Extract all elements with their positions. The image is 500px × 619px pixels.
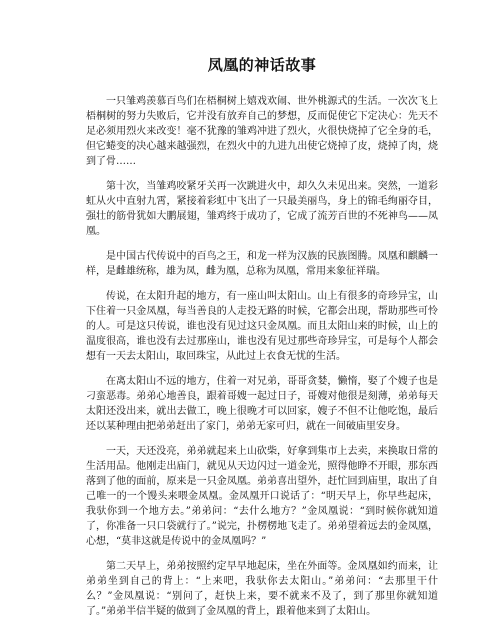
- document-title: 凤凰的神话故事: [207, 56, 317, 74]
- paragraph-5: 在离太阳山不远的地方，住着一对兄弟，哥哥贪婪，懒惰，娶了个嫂子也是刁蛮恶毒。弟弟心地善良，跟着哥嫂一起过日子，哥嫂对他很是刻薄，弟弟每天太阳还没出来，就出去做工，晚上很晚才可以回家，嫂子不但不让他吃饱，最后还以某种理由把弟弟赶出了家门，弟弟无家可归，就在一间破庙里安身。: [86, 376, 438, 432]
- paragraph-7: 第二天早上，弟弟按照约定早早地起床，坐在外面等。金凤凰如约而来，让弟弟坐到自己的背上：“上来吧，我驮你去太阳山。”弟弟问：“去那里干什么？”金凤凰说：“别问了，赶快上来，要不就来不及了，到了那里你就知道了。”弟弟半信半疑的做到了金凤凰的背上，跟着他来到了太阳山。: [86, 561, 438, 617]
- paragraph-1: 一只雏鸡羡慕百鸟们在梧桐树上嬉戏欢闹、世外桃源式的生活。一次次飞上梧桐树的努力失败后，它并没有放弃自己的梦想，反而促使它下定决心：先天不足必须用烈火来改变！毫不犹豫的雏鸡冲进了烈火，火很快烧掉了它全身的毛，但它蜷变的决心越来越强烈，在烈火中的九进九出使它烧掉了皮，烧掉了肉，烧到了骨……: [86, 96, 438, 167]
- paragraph-3: 是中国古代传说中的百鸟之王，和龙一样为汉族的民族图腾。凤凰和麒麟一样，是雌雄统称，雄为凤，雌为凰，总称为凤凰，常用来象征祥瑞。: [86, 251, 438, 277]
- paragraph-4: 传说，在太阳升起的地方，有一座山叫太阳山。山上有很多的奇珍异宝，山下住着一只金凤凰，每当善良的人走投无路的时候，它都会出现，帮助那些可怜的人。可是这只传说，谁也没有见过这只金凤凰。而且太阳山来的时候，山上的温度很高，谁也没有去过那座山，谁也没有见过那些奇珍异宝，可是每个人都会想有一天去太阳山，取回珠宝，从此过上衣食无忧的生活。: [86, 291, 438, 362]
- paragraph-2: 第十次，当雏鸡咬紧牙关再一次跳进火中，却久久未见出来。突然，一道彩虹从火中直射九霄，紧接着彩虹中飞出了一只最美丽鸟，身上的锦毛绚丽夺目，强壮的筋骨犹如大鹏展翅，雏鸡终于成功了，它成了流芳百世的不死神鸟——凤凰。: [86, 181, 438, 237]
- paragraph-6: 一天，天还没亮，弟弟就起来上山砍柴，好拿到集市上去卖，来换取日常的生活用品。他刚走出庙门，就见从天边闪过一道金光，照得他睁不开眼，那东西落到了他的面前，原来是一只金凤凰。弟弟喜出望外，赶忙回到庙里，取出了自己唯一的一个馒头来喂金凤凰。金凤凰开口说话了：“明天早上，你早些起床，我驮你到一个地方去。”弟弟问：“去什么地方？”金凤凰说：“到时候你就知道了，你准备一只口袋就行了。”说完，扑楞楞地飞走了。弟弟望着远去的金凤凰，心想，“莫非这就是传说中的金凤凰吗？”: [86, 446, 438, 547]
